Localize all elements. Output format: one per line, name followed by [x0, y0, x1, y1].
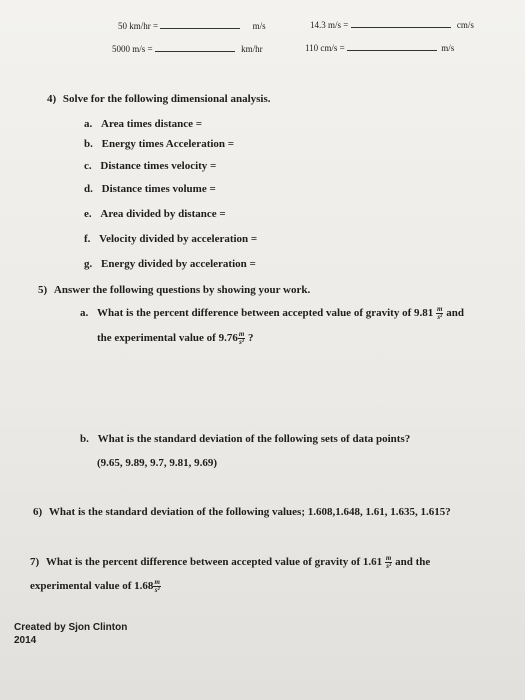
- conversion-unit: cm/s: [456, 20, 474, 30]
- answer-blank[interactable]: [347, 50, 437, 51]
- question-text: What is the standard deviation of the following values; 1.608,1.648, 1.61, 1.635, 1.615?: [48, 506, 451, 518]
- question-text: and the: [395, 556, 431, 569]
- question-6: [33, 506, 451, 518]
- fraction-m-per-s2: [436, 306, 443, 321]
- q4-item-c: [84, 160, 216, 172]
- fraction-m-per-s2: [385, 555, 392, 570]
- conversion-prompt: 110 cm/s =: [305, 43, 345, 53]
- question-text: Answer the following questions by showing your work.: [53, 284, 311, 296]
- item-text: Distance times velocity =: [100, 160, 217, 172]
- credit-year: 2014: [14, 635, 37, 646]
- item-text: Energy divided by acceleration =: [101, 258, 256, 270]
- conversion-prompt: 50 km/hr =: [118, 21, 159, 31]
- question-5: [38, 284, 310, 296]
- question-7-line2: [30, 579, 161, 594]
- q4-item-e: [84, 208, 226, 220]
- item-letter: f.: [84, 233, 91, 245]
- item-letter: d.: [84, 183, 93, 195]
- question-4: [47, 93, 271, 105]
- item-letter: c.: [84, 160, 92, 172]
- question-text: Solve for the following dimensional analysis.: [62, 93, 271, 105]
- answer-blank[interactable]: [155, 51, 235, 52]
- question-text: What is the percent difference between accepted value of gravity of 1.61: [45, 556, 383, 569]
- conversion-prompt: 14.3 m/s =: [310, 20, 349, 30]
- q4-item-b: [84, 138, 234, 150]
- conversion-unit: m/s: [441, 43, 455, 53]
- conversion-unit: km/hr: [241, 44, 263, 54]
- question-text: experimental value of 1.68: [30, 580, 154, 593]
- fraction-denominator: s²: [154, 586, 160, 594]
- fraction-numerator: m: [385, 554, 392, 562]
- item-text: the experimental value of 9.76: [97, 332, 238, 345]
- conversion-row2-right: [305, 43, 454, 53]
- conversion-row2-left: [112, 44, 263, 54]
- item-text: Distance times volume =: [101, 183, 216, 195]
- question-number: 7): [30, 556, 40, 569]
- item-text: Area divided by distance =: [100, 208, 226, 220]
- item-text: What is the percent difference between accepted value of gravity of 9.81: [97, 307, 434, 320]
- fraction-denominator: s²: [239, 338, 244, 346]
- item-text: What is the standard deviation of the following sets of data points?: [97, 433, 411, 445]
- question-7-line1: [30, 555, 430, 570]
- credit-author: Created by Sjon Clinton: [14, 622, 128, 633]
- q5-item-b: [80, 433, 410, 445]
- data-points: (9.65, 9.89, 9.7, 9.81, 9.69): [97, 457, 218, 469]
- item-letter: b.: [84, 138, 93, 150]
- item-text: ?: [248, 332, 254, 345]
- q4-item-a: [84, 118, 202, 130]
- answer-blank[interactable]: [351, 27, 451, 28]
- conversion-prompt: 5000 m/s =: [112, 44, 153, 54]
- conversion-unit: m/s: [252, 21, 266, 31]
- q4-item-f: [84, 233, 257, 245]
- fraction-numerator: m: [238, 330, 245, 338]
- fraction-denominator: s²: [437, 313, 443, 321]
- author-credit: [14, 621, 127, 647]
- fraction-m-per-s2: [153, 579, 160, 594]
- item-text: Area times distance =: [101, 118, 203, 130]
- item-text: Energy times Acceleration =: [101, 138, 235, 150]
- answer-blank[interactable]: [160, 28, 240, 29]
- fraction-denominator: s²: [386, 562, 392, 570]
- fraction-m-per-s2: [238, 331, 245, 346]
- q5-item-b-data: [97, 457, 217, 469]
- item-text: and: [446, 307, 464, 320]
- item-letter: e.: [84, 208, 92, 220]
- question-number: 5): [38, 284, 48, 296]
- q4-item-d: [84, 183, 216, 195]
- fraction-numerator: m: [154, 578, 160, 586]
- item-letter: g.: [84, 258, 93, 270]
- fraction-numerator: m: [437, 305, 443, 313]
- question-number: 6): [33, 506, 43, 518]
- item-letter: b.: [80, 433, 89, 445]
- item-letter: a.: [80, 307, 89, 320]
- item-text: Velocity divided by acceleration =: [99, 233, 258, 245]
- q5-item-a-line1: [80, 306, 464, 321]
- item-letter: a.: [84, 118, 93, 130]
- question-number: 4): [47, 93, 57, 105]
- conversion-row1-left: [118, 21, 266, 31]
- conversion-row1-right: [310, 20, 474, 30]
- q5-item-a-line2: [97, 331, 254, 346]
- q4-item-g: [84, 258, 256, 270]
